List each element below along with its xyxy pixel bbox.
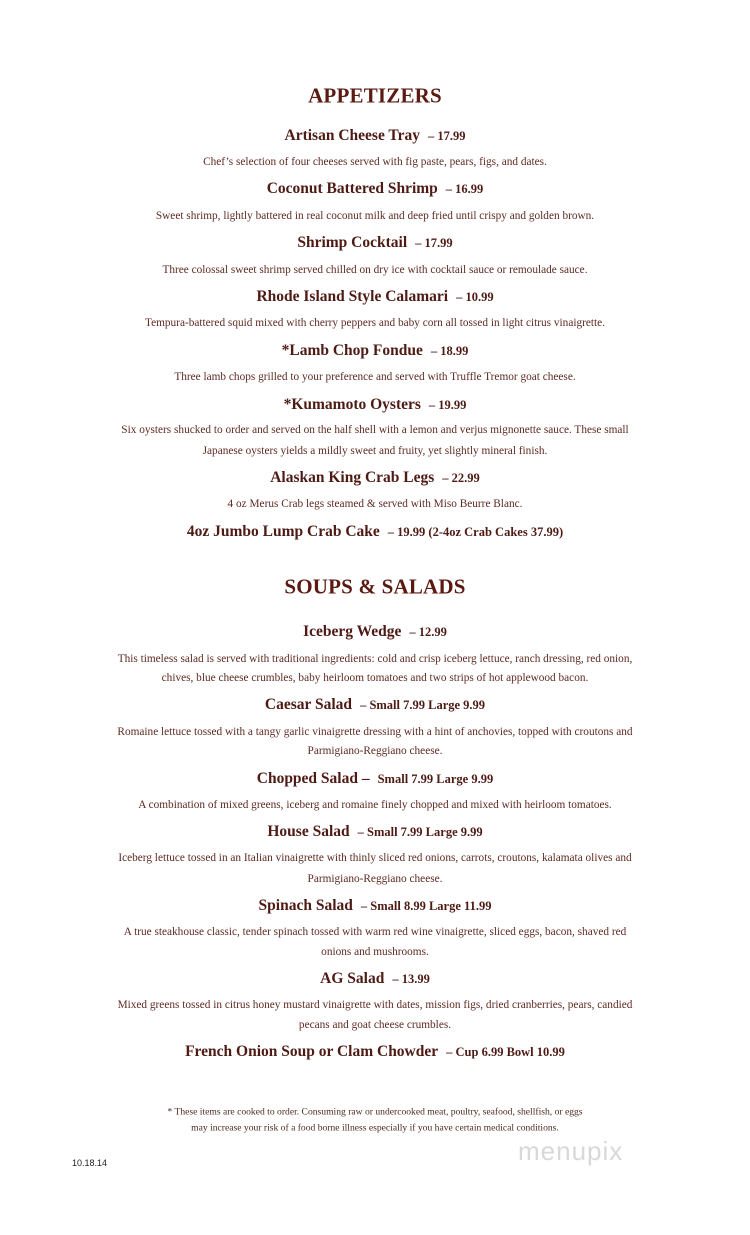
item-description: chives, blue cheese crumbles, baby heirloom tomatoes and two strips of hot applewood bacon. bbox=[161, 672, 589, 684]
item-price: – 13.99 bbox=[392, 972, 430, 986]
section-title-soups-salads: SOUPS & SALADS bbox=[284, 574, 466, 599]
item-description: This timeless salad is served with traditional ingredients: cold and crisp iceberg lettuce, ranch dressing, red onion, bbox=[117, 653, 633, 665]
item-description: Six oysters shucked to order and served on the half shell with a lemon and verjus mignonette sauce. These small bbox=[121, 424, 629, 436]
item-name: Iceberg Wedge bbox=[303, 623, 402, 640]
item-price: – Small 7.99 Large 9.99 bbox=[357, 825, 483, 839]
watermark-logo: menupix bbox=[518, 1136, 624, 1166]
menu-item bbox=[0, 770, 750, 788]
item-name: Chopped Salad – bbox=[256, 770, 370, 787]
item-description: Chef’s selection of four cheeses served with fig paste, pears, figs, and dates. bbox=[203, 156, 547, 168]
item-description: Japanese oysters yields a mildly sweet and fruity, yet slightly mineral finish. bbox=[202, 445, 548, 457]
item-description: Iceberg lettuce tossed in an Italian vinaigrette with thinly sliced red onions, carrots, croutons, kalamata olives and bbox=[118, 852, 632, 864]
item-name: House Salad bbox=[267, 823, 350, 840]
item-price: Small 7.99 Large 9.99 bbox=[377, 772, 494, 786]
item-description: Sweet shrimp, lightly battered in real coconut milk and deep fried until crispy and golden brown. bbox=[155, 210, 595, 222]
item-description: Parmigiano-Reggiano cheese. bbox=[307, 745, 443, 757]
section-title-appetizers: APPETIZERS bbox=[308, 83, 442, 108]
item-name: Coconut Battered Shrimp bbox=[266, 180, 438, 197]
item-description: Tempura-battered squid mixed with cherry peppers and baby corn all tossed in light citrus vinaigrette. bbox=[144, 317, 606, 329]
item-name: *Kumamoto Oysters bbox=[283, 396, 421, 413]
menu-item bbox=[0, 696, 750, 714]
item-name: *Lamb Chop Fondue bbox=[281, 342, 423, 359]
menu-item bbox=[0, 1043, 750, 1061]
menu-item bbox=[0, 180, 750, 198]
footnote: * These items are cooked to order. Consuming raw or undercooked meat, poultry, seafood, shellfish, or eggs bbox=[167, 1106, 583, 1118]
item-description: Three colossal sweet shrimp served chilled on dry ice with cocktail sauce or remoulade sauce. bbox=[162, 264, 588, 276]
item-name: Spinach Salad bbox=[258, 897, 353, 914]
item-price: – 16.99 bbox=[445, 182, 484, 196]
menu-item bbox=[0, 523, 750, 541]
item-price: – Cup 6.99 Bowl 10.99 bbox=[446, 1045, 565, 1059]
item-price: – 22.99 bbox=[442, 471, 480, 485]
menu-item bbox=[0, 396, 750, 414]
item-price: – 19.99 (2-4oz Crab Cakes 37.99) bbox=[387, 525, 564, 539]
menu-item bbox=[0, 342, 750, 360]
item-name: AG Salad bbox=[320, 970, 385, 987]
item-description: pecans and goat cheese crumbles. bbox=[298, 1019, 452, 1031]
item-price: – Small 8.99 Large 11.99 bbox=[360, 899, 492, 913]
item-price: – 17.99 bbox=[427, 129, 466, 143]
item-name: Alaskan King Crab Legs bbox=[270, 469, 435, 486]
item-description: Three lamb chops grilled to your preference and served with Truffle Tremor goat cheese. bbox=[174, 371, 576, 383]
menu-item bbox=[0, 127, 750, 145]
item-description: A true steakhouse classic, tender spinach tossed with warm red wine vinaigrette, sliced eggs, bacon, shaved red bbox=[123, 926, 627, 938]
menu-item bbox=[0, 897, 750, 915]
item-description: A combination of mixed greens, iceberg and romaine finely chopped and mixed with heirloom tomatoes. bbox=[138, 799, 612, 811]
item-name: Caesar Salad bbox=[264, 696, 353, 713]
item-description: 4 oz Merus Crab legs steamed & served with Miso Beurre Blanc. bbox=[227, 498, 523, 510]
item-price: – 18.99 bbox=[430, 344, 469, 358]
item-name: 4oz Jumbo Lump Crab Cake bbox=[186, 523, 380, 540]
menu-item bbox=[0, 469, 750, 487]
menu-date: 10.18.14 bbox=[72, 1158, 108, 1168]
item-name: Shrimp Cocktail bbox=[297, 234, 408, 251]
footnote: may increase your risk of a food borne illness especially if you have certain medical conditions. bbox=[191, 1122, 559, 1134]
item-price: – 17.99 bbox=[415, 236, 453, 250]
item-price: – 12.99 bbox=[409, 625, 447, 639]
menu-item bbox=[0, 623, 750, 641]
menu-item bbox=[0, 234, 750, 252]
item-description: Romaine lettuce tossed with a tangy garlic vinaigrette dressing with a hint of anchovies, topped with croutons and bbox=[117, 726, 633, 738]
menu-item bbox=[0, 970, 750, 988]
item-description: Parmigiano-Reggiano cheese. bbox=[307, 873, 443, 885]
item-name: Artisan Cheese Tray bbox=[284, 127, 420, 144]
item-description: Mixed greens tossed in citrus honey mustard vinaigrette with dates, mission figs, dried cranberries, pears, candied bbox=[117, 999, 633, 1011]
item-price: – 10.99 bbox=[456, 290, 494, 304]
menu-item bbox=[0, 823, 750, 841]
item-price: – 19.99 bbox=[428, 398, 467, 412]
item-name: Rhode Island Style Calamari bbox=[256, 288, 449, 305]
item-name: French Onion Soup or Clam Chowder bbox=[185, 1043, 439, 1060]
item-price: – Small 7.99 Large 9.99 bbox=[360, 698, 486, 712]
item-description: onions and mushrooms. bbox=[321, 946, 429, 958]
menu-item bbox=[0, 288, 750, 306]
